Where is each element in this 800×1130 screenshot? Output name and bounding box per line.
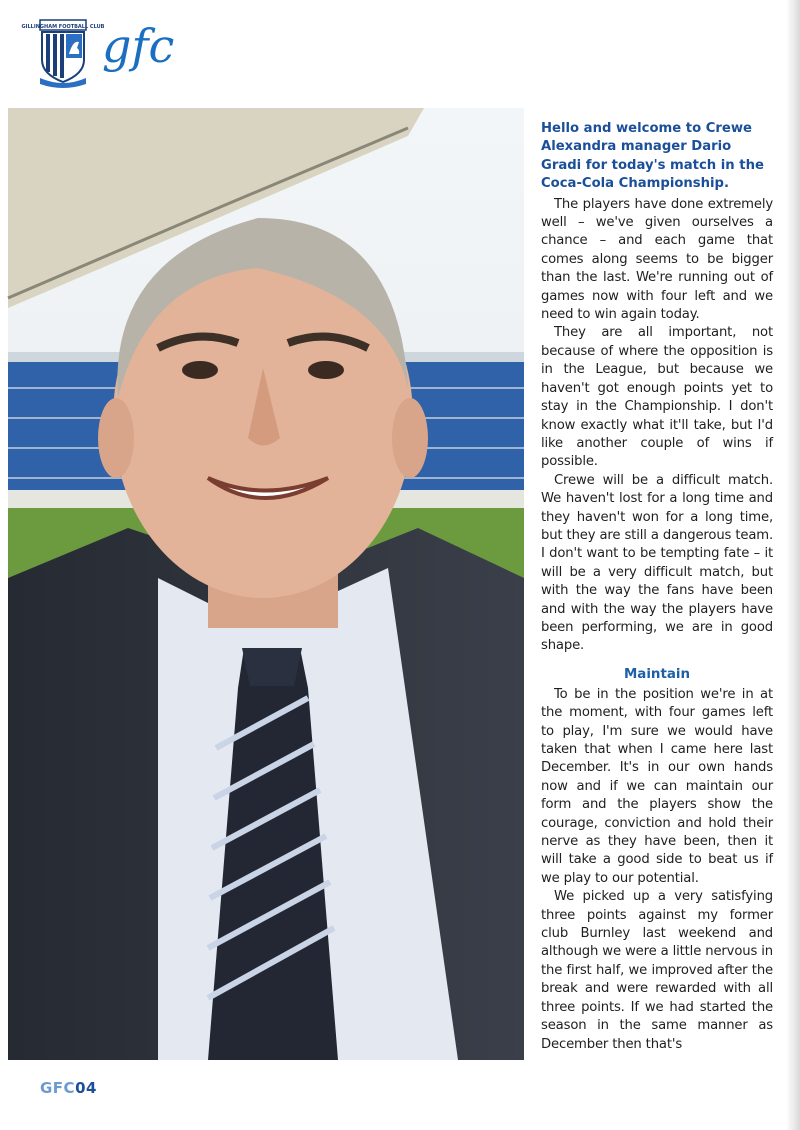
- article-subheading: Maintain: [623, 666, 691, 682]
- manager-photo: [8, 108, 524, 1060]
- club-crest-logo: [21, 18, 105, 88]
- article-paragraph: To be in the position we're in at the moment, with four games left to play, I'm sure we would have taken that when I came here last December. It's in our own hands now and if we can maintain our form and the players show the courage, conviction and hold their nerve as they have been, then it will take a good side to beat us if we play to our potential.: [541, 686, 773, 886]
- article-paragraph: We picked up a very satisfying three points against my former club Burnley last weekend and although we were a little nervous in the first half, we improved after the break and were rewarded with all three points. If we had started the season in the same manner as December then that's: [541, 889, 773, 1052]
- gfc-logo-text: gfc: [102, 19, 175, 73]
- article-paragraph: They are all important, not because of where the opposition is in the League, but because we haven't got enough points yet to stay in the Championship. I don't know exactly what it'll take, but I'd like another couple of wins if possible.: [541, 325, 773, 470]
- gfc-logo: [98, 18, 202, 84]
- article-column: [541, 120, 773, 1054]
- article-paragraph: The players have done extremely well – we've given ourselves a chance – and each game that comes along seems to be bigger than the last. We're running out of games now with four left and we need to win again today.: [541, 196, 773, 323]
- article-intro: Hello and welcome to Crewe Alexandra manager Dario Gradi for today's match in the Coca-Cola Championship.: [541, 121, 764, 192]
- page-number: [40, 1079, 97, 1097]
- folio-prefix: GFC: [40, 1079, 76, 1097]
- page-edge-shadow: [786, 0, 800, 1130]
- crest-text: GILLINGHAM FOOTBALL CLUB: [21, 24, 105, 30]
- article-paragraph: Crewe will be a difficult match. We haven't lost for a long time and they haven't won for a long time, but they are still a dangerous team. I don't want to be tempting fate – it will be a very difficult match, but with the way the fans have been and with the way the players have been performing, we are in good shape.: [541, 472, 773, 654]
- folio-number: 04: [75, 1079, 97, 1097]
